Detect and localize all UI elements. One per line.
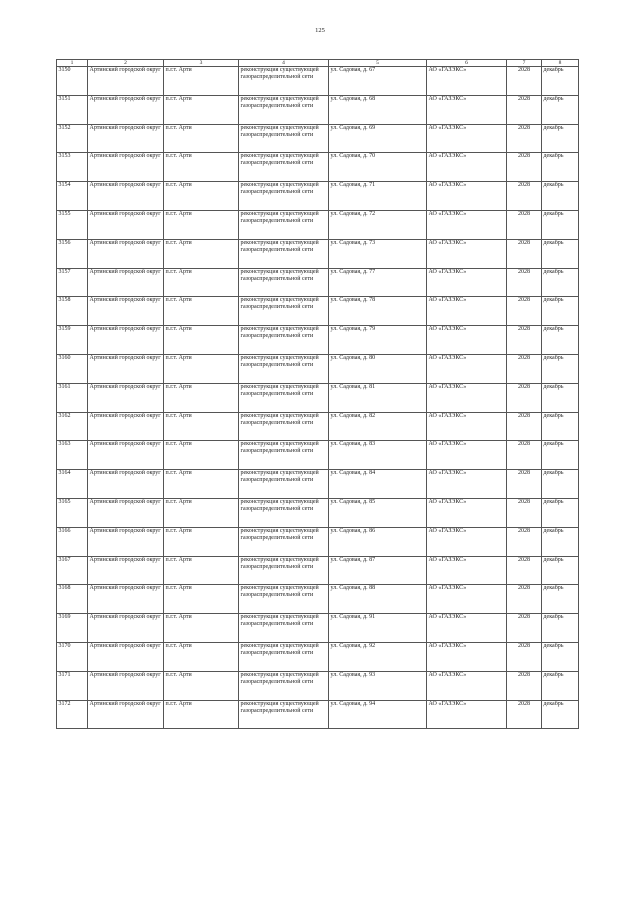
- table-row: [57, 326, 579, 355]
- month-cell: декабрь: [542, 556, 579, 585]
- page-number: 125: [315, 27, 325, 34]
- settlement-cell: п.г.т. Арти: [164, 268, 239, 297]
- table-row: [57, 642, 579, 671]
- year-cell: 2028: [507, 210, 542, 239]
- settlement-cell: п.г.т. Арти: [164, 95, 239, 124]
- address-cell: ул. Садовая, д. 92: [329, 642, 427, 671]
- work-type-cell: реконструкция существующей газораспределительной сети: [239, 642, 329, 671]
- month-cell: декабрь: [542, 210, 579, 239]
- address-cell: ул. Садовая, д. 93: [329, 671, 427, 700]
- table-row: [57, 297, 579, 326]
- table-row: [57, 527, 579, 556]
- work-type-cell: реконструкция существующей газораспределительной сети: [239, 412, 329, 441]
- header-cell: 3: [164, 60, 239, 67]
- work-type-cell: реконструкция существующей газораспределительной сети: [239, 527, 329, 556]
- settlement-cell: п.г.т. Арти: [164, 585, 239, 614]
- settlement-cell: п.г.т. Арти: [164, 210, 239, 239]
- district-cell: Артинский городской округ: [88, 642, 164, 671]
- table-row: [57, 700, 579, 729]
- organization-cell: АО «ГАЗЭКС»: [427, 354, 507, 383]
- year-cell: 2028: [507, 326, 542, 355]
- table-row: [57, 412, 579, 441]
- district-cell: Артинский городской округ: [88, 182, 164, 211]
- settlement-cell: п.г.т. Арти: [164, 153, 239, 182]
- address-cell: ул. Садовая, д. 94: [329, 700, 427, 729]
- address-cell: ул. Садовая, д. 81: [329, 383, 427, 412]
- district-cell: Артинский городской округ: [88, 124, 164, 153]
- month-cell: декабрь: [542, 297, 579, 326]
- district-cell: Артинский городской округ: [88, 297, 164, 326]
- organization-cell: АО «ГАЗЭКС»: [427, 153, 507, 182]
- year-cell: 2028: [507, 67, 542, 96]
- address-cell: ул. Садовая, д. 72: [329, 210, 427, 239]
- row-number-cell: 3161: [57, 383, 88, 412]
- month-cell: декабрь: [542, 498, 579, 527]
- row-number-cell: 3163: [57, 441, 88, 470]
- address-cell: ул. Садовая, д. 68: [329, 95, 427, 124]
- settlement-cell: п.г.т. Арти: [164, 671, 239, 700]
- address-cell: ул. Садовая, д. 69: [329, 124, 427, 153]
- month-cell: декабрь: [542, 124, 579, 153]
- address-cell: ул. Садовая, д. 82: [329, 412, 427, 441]
- settlement-cell: п.г.т. Арти: [164, 498, 239, 527]
- row-number-cell: 3164: [57, 470, 88, 499]
- district-cell: Артинский городской округ: [88, 383, 164, 412]
- row-number-cell: 3151: [57, 95, 88, 124]
- organization-cell: АО «ГАЗЭКС»: [427, 470, 507, 499]
- month-cell: декабрь: [542, 67, 579, 96]
- settlement-cell: п.г.т. Арти: [164, 124, 239, 153]
- work-type-cell: реконструкция существующей газораспределительной сети: [239, 700, 329, 729]
- table-row: [57, 470, 579, 499]
- work-type-cell: реконструкция существующей газораспределительной сети: [239, 67, 329, 96]
- address-cell: ул. Садовая, д. 77: [329, 268, 427, 297]
- organization-cell: АО «ГАЗЭКС»: [427, 182, 507, 211]
- row-number-cell: 3168: [57, 585, 88, 614]
- district-cell: Артинский городской округ: [88, 67, 164, 96]
- organization-cell: АО «ГАЗЭКС»: [427, 700, 507, 729]
- row-number-cell: 3162: [57, 412, 88, 441]
- settlement-cell: п.г.т. Арти: [164, 441, 239, 470]
- table-row: [57, 124, 579, 153]
- year-cell: 2028: [507, 642, 542, 671]
- header-row: [57, 60, 579, 67]
- work-type-cell: реконструкция существующей газораспределительной сети: [239, 182, 329, 211]
- month-cell: декабрь: [542, 441, 579, 470]
- district-cell: Артинский городской округ: [88, 268, 164, 297]
- settlement-cell: п.г.т. Арти: [164, 642, 239, 671]
- table-row: [57, 585, 579, 614]
- month-cell: декабрь: [542, 153, 579, 182]
- row-number-cell: 3154: [57, 182, 88, 211]
- district-cell: Артинский городской округ: [88, 614, 164, 643]
- row-number-cell: 3172: [57, 700, 88, 729]
- header-cell: 6: [427, 60, 507, 67]
- district-cell: Артинский городской округ: [88, 153, 164, 182]
- address-cell: ул. Садовая, д. 84: [329, 470, 427, 499]
- organization-cell: АО «ГАЗЭКС»: [427, 642, 507, 671]
- address-cell: ул. Садовая, д. 83: [329, 441, 427, 470]
- settlement-cell: п.г.т. Арти: [164, 182, 239, 211]
- row-number-cell: 3169: [57, 614, 88, 643]
- year-cell: 2028: [507, 585, 542, 614]
- address-cell: ул. Садовая, д. 87: [329, 556, 427, 585]
- gas-network-table: [56, 59, 579, 729]
- work-type-cell: реконструкция существующей газораспределительной сети: [239, 354, 329, 383]
- row-number-cell: 3157: [57, 268, 88, 297]
- month-cell: декабрь: [542, 354, 579, 383]
- table-row: [57, 239, 579, 268]
- year-cell: 2028: [507, 383, 542, 412]
- work-type-cell: реконструкция существующей газораспределительной сети: [239, 95, 329, 124]
- month-cell: декабрь: [542, 239, 579, 268]
- year-cell: 2028: [507, 354, 542, 383]
- year-cell: 2028: [507, 470, 542, 499]
- header-cell: 2: [88, 60, 164, 67]
- organization-cell: АО «ГАЗЭКС»: [427, 671, 507, 700]
- row-number-cell: 3152: [57, 124, 88, 153]
- organization-cell: АО «ГАЗЭКС»: [427, 239, 507, 268]
- district-cell: Артинский городской округ: [88, 585, 164, 614]
- district-cell: Артинский городской округ: [88, 470, 164, 499]
- settlement-cell: п.г.т. Арти: [164, 470, 239, 499]
- address-cell: ул. Садовая, д. 79: [329, 326, 427, 355]
- settlement-cell: п.г.т. Арти: [164, 556, 239, 585]
- year-cell: 2028: [507, 614, 542, 643]
- year-cell: 2028: [507, 556, 542, 585]
- table-row: [57, 498, 579, 527]
- work-type-cell: реконструкция существующей газораспределительной сети: [239, 383, 329, 412]
- organization-cell: АО «ГАЗЭКС»: [427, 585, 507, 614]
- address-cell: ул. Садовая, д. 70: [329, 153, 427, 182]
- year-cell: 2028: [507, 441, 542, 470]
- table-row: [57, 556, 579, 585]
- month-cell: декабрь: [542, 470, 579, 499]
- address-cell: ул. Садовая, д. 78: [329, 297, 427, 326]
- district-cell: Артинский городской округ: [88, 498, 164, 527]
- address-cell: ул. Садовая, д. 91: [329, 614, 427, 643]
- header-cell: 7: [507, 60, 542, 67]
- table-row: [57, 210, 579, 239]
- header-cell: 8: [542, 60, 579, 67]
- month-cell: декабрь: [542, 326, 579, 355]
- year-cell: 2028: [507, 182, 542, 211]
- district-cell: Артинский городской округ: [88, 95, 164, 124]
- district-cell: Артинский городской округ: [88, 412, 164, 441]
- year-cell: 2028: [507, 153, 542, 182]
- district-cell: Артинский городской округ: [88, 700, 164, 729]
- address-cell: ул. Садовая, д. 86: [329, 527, 427, 556]
- table-row: [57, 67, 579, 96]
- settlement-cell: п.г.т. Арти: [164, 614, 239, 643]
- table-row: [57, 354, 579, 383]
- year-cell: 2028: [507, 124, 542, 153]
- organization-cell: АО «ГАЗЭКС»: [427, 412, 507, 441]
- work-type-cell: реконструкция существующей газораспределительной сети: [239, 268, 329, 297]
- row-number-cell: 3150: [57, 67, 88, 96]
- month-cell: декабрь: [542, 95, 579, 124]
- table-row: [57, 383, 579, 412]
- row-number-cell: 3165: [57, 498, 88, 527]
- row-number-cell: 3156: [57, 239, 88, 268]
- row-number-cell: 3167: [57, 556, 88, 585]
- work-type-cell: реконструкция существующей газораспределительной сети: [239, 297, 329, 326]
- settlement-cell: п.г.т. Арти: [164, 239, 239, 268]
- organization-cell: АО «ГАЗЭКС»: [427, 614, 507, 643]
- organization-cell: АО «ГАЗЭКС»: [427, 498, 507, 527]
- organization-cell: АО «ГАЗЭКС»: [427, 383, 507, 412]
- organization-cell: АО «ГАЗЭКС»: [427, 210, 507, 239]
- organization-cell: АО «ГАЗЭКС»: [427, 441, 507, 470]
- month-cell: декабрь: [542, 412, 579, 441]
- organization-cell: АО «ГАЗЭКС»: [427, 268, 507, 297]
- work-type-cell: реконструкция существующей газораспределительной сети: [239, 671, 329, 700]
- organization-cell: АО «ГАЗЭКС»: [427, 297, 507, 326]
- district-cell: Артинский городской округ: [88, 354, 164, 383]
- work-type-cell: реконструкция существующей газораспределительной сети: [239, 210, 329, 239]
- table-row: [57, 182, 579, 211]
- organization-cell: АО «ГАЗЭКС»: [427, 95, 507, 124]
- row-number-cell: 3166: [57, 527, 88, 556]
- organization-cell: АО «ГАЗЭКС»: [427, 67, 507, 96]
- address-cell: ул. Садовая, д. 73: [329, 239, 427, 268]
- row-number-cell: 3155: [57, 210, 88, 239]
- header-cell: 5: [329, 60, 427, 67]
- year-cell: 2028: [507, 700, 542, 729]
- district-cell: Артинский городской округ: [88, 326, 164, 355]
- address-cell: ул. Садовая, д. 71: [329, 182, 427, 211]
- month-cell: декабрь: [542, 700, 579, 729]
- header-cell: 4: [239, 60, 329, 67]
- organization-cell: АО «ГАЗЭКС»: [427, 326, 507, 355]
- settlement-cell: п.г.т. Арти: [164, 67, 239, 96]
- work-type-cell: реконструкция существующей газораспределительной сети: [239, 124, 329, 153]
- year-cell: 2028: [507, 412, 542, 441]
- table-row: [57, 614, 579, 643]
- table-row: [57, 671, 579, 700]
- row-number-cell: 3160: [57, 354, 88, 383]
- settlement-cell: п.г.т. Арти: [164, 354, 239, 383]
- district-cell: Артинский городской округ: [88, 239, 164, 268]
- year-cell: 2028: [507, 498, 542, 527]
- address-cell: ул. Садовая, д. 88: [329, 585, 427, 614]
- work-type-cell: реконструкция существующей газораспределительной сети: [239, 585, 329, 614]
- year-cell: 2028: [507, 527, 542, 556]
- work-type-cell: реконструкция существующей газораспределительной сети: [239, 614, 329, 643]
- work-type-cell: реконструкция существующей газораспределительной сети: [239, 153, 329, 182]
- district-cell: Артинский городской округ: [88, 527, 164, 556]
- organization-cell: АО «ГАЗЭКС»: [427, 124, 507, 153]
- year-cell: 2028: [507, 239, 542, 268]
- district-cell: Артинский городской округ: [88, 210, 164, 239]
- organization-cell: АО «ГАЗЭКС»: [427, 527, 507, 556]
- row-number-cell: 3153: [57, 153, 88, 182]
- table-row: [57, 153, 579, 182]
- address-cell: ул. Садовая, д. 67: [329, 67, 427, 96]
- district-cell: Артинский городской округ: [88, 556, 164, 585]
- table-row: [57, 95, 579, 124]
- year-cell: 2028: [507, 268, 542, 297]
- organization-cell: АО «ГАЗЭКС»: [427, 556, 507, 585]
- settlement-cell: п.г.т. Арти: [164, 383, 239, 412]
- work-type-cell: реконструкция существующей газораспределительной сети: [239, 498, 329, 527]
- year-cell: 2028: [507, 671, 542, 700]
- work-type-cell: реконструкция существующей газораспределительной сети: [239, 556, 329, 585]
- year-cell: 2028: [507, 297, 542, 326]
- month-cell: декабрь: [542, 527, 579, 556]
- table-row: [57, 441, 579, 470]
- district-cell: Артинский городской округ: [88, 441, 164, 470]
- work-type-cell: реконструкция существующей газораспределительной сети: [239, 239, 329, 268]
- month-cell: декабрь: [542, 268, 579, 297]
- settlement-cell: п.г.т. Арти: [164, 700, 239, 729]
- month-cell: декабрь: [542, 585, 579, 614]
- work-type-cell: реконструкция существующей газораспределительной сети: [239, 326, 329, 355]
- row-number-cell: 3158: [57, 297, 88, 326]
- address-cell: ул. Садовая, д. 80: [329, 354, 427, 383]
- table-row: [57, 268, 579, 297]
- row-number-cell: 3159: [57, 326, 88, 355]
- row-number-cell: 3171: [57, 671, 88, 700]
- district-cell: Артинский городской округ: [88, 671, 164, 700]
- address-cell: ул. Садовая, д. 85: [329, 498, 427, 527]
- header-cell: 1: [57, 60, 88, 67]
- settlement-cell: п.г.т. Арти: [164, 297, 239, 326]
- month-cell: декабрь: [542, 642, 579, 671]
- month-cell: декабрь: [542, 671, 579, 700]
- work-type-cell: реконструкция существующей газораспределительной сети: [239, 441, 329, 470]
- month-cell: декабрь: [542, 383, 579, 412]
- row-number-cell: 3170: [57, 642, 88, 671]
- settlement-cell: п.г.т. Арти: [164, 412, 239, 441]
- settlement-cell: п.г.т. Арти: [164, 527, 239, 556]
- table-body: [57, 60, 579, 729]
- month-cell: декабрь: [542, 182, 579, 211]
- year-cell: 2028: [507, 95, 542, 124]
- month-cell: декабрь: [542, 614, 579, 643]
- settlement-cell: п.г.т. Арти: [164, 326, 239, 355]
- work-type-cell: реконструкция существующей газораспределительной сети: [239, 470, 329, 499]
